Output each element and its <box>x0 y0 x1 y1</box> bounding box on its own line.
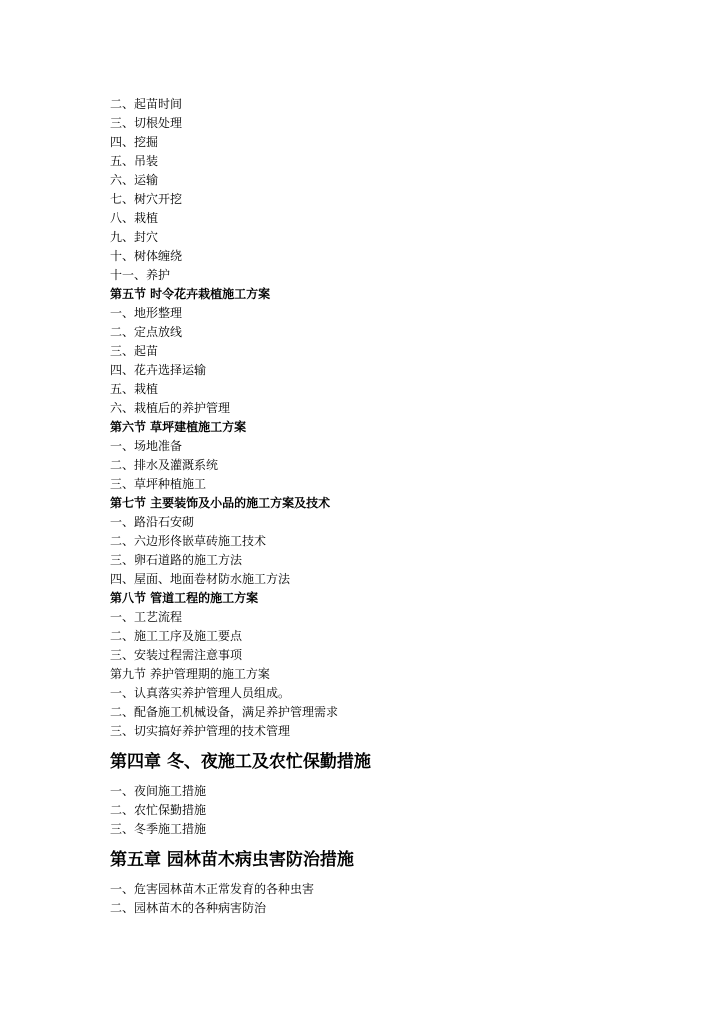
list-item: 六、运输 <box>110 173 159 187</box>
list-item: 三、切根处理 <box>110 116 183 130</box>
list-item: 一、认真落实养护管理人员组成。 <box>110 686 291 700</box>
list-item: 二、排水及灌溉系统 <box>110 458 219 472</box>
list-item: 二、起苗时间 <box>110 97 183 111</box>
chapter-heading: 第四章 冬、夜施工及农忙保勤措施 <box>110 752 371 772</box>
list-item: 一、场地准备 <box>110 439 183 453</box>
list-item: 一、夜间施工措施 <box>110 784 207 798</box>
section-heading: 第六节 草坪建植施工方案 <box>110 420 247 434</box>
list-item: 八、栽植 <box>110 211 159 225</box>
list-item: 二、农忙保勤措施 <box>110 803 207 817</box>
section-heading: 第九节 养护管理期的施工方案 <box>110 667 270 681</box>
list-item: 三、冬季施工措施 <box>110 822 207 836</box>
list-item: 九、封穴 <box>110 230 159 244</box>
list-item: 一、地形整理 <box>110 306 183 320</box>
list-item: 一、路沿石安砌 <box>110 515 195 529</box>
list-item: 四、挖掘 <box>110 135 159 149</box>
list-item: 一、危害园林苗木正常发育的各种虫害 <box>110 882 315 896</box>
section-heading: 第七节 主要装饰及小品的施工方案及技术 <box>110 496 331 510</box>
document-page <box>110 95 670 918</box>
list-item: 三、安装过程需注意事项 <box>110 648 243 662</box>
list-item: 二、施工工序及施工要点 <box>110 629 243 643</box>
list-item: 二、六边形佟嵌草砖施工技术 <box>110 534 267 548</box>
list-item: 五、栽植 <box>110 382 159 396</box>
list-item: 十一、养护 <box>110 268 171 282</box>
list-item: 三、切实搞好养护管理的技术管理 <box>110 724 291 738</box>
list-item: 七、树穴开挖 <box>110 192 183 206</box>
list-item: 二、配备施工机械设备，满足养护管理需求 <box>110 705 339 719</box>
chapter-heading: 第五章 园林苗木病虫害防治措施 <box>110 850 354 870</box>
section-heading: 第五节 时令花卉栽植施工方案 <box>110 287 271 301</box>
list-item: 三、草坪种植施工 <box>110 477 207 491</box>
list-item: 一、工艺流程 <box>110 610 183 624</box>
list-item: 三、起苗 <box>110 344 159 358</box>
list-item: 六、栽植后的养护管理 <box>110 401 231 415</box>
list-item: 十、树体缠绕 <box>110 249 183 263</box>
section-heading: 第八节 管道工程的施工方案 <box>110 591 259 605</box>
list-item: 二、定点放线 <box>110 325 183 339</box>
list-item: 三、卵石道路的施工方法 <box>110 553 243 567</box>
list-item: 五、吊装 <box>110 154 159 168</box>
list-item: 四、花卉选择运输 <box>110 363 207 377</box>
list-item: 四、屋面、地面卷材防水施工方法 <box>110 572 291 586</box>
list-item: 二、园林苗木的各种病害防治 <box>110 901 267 915</box>
